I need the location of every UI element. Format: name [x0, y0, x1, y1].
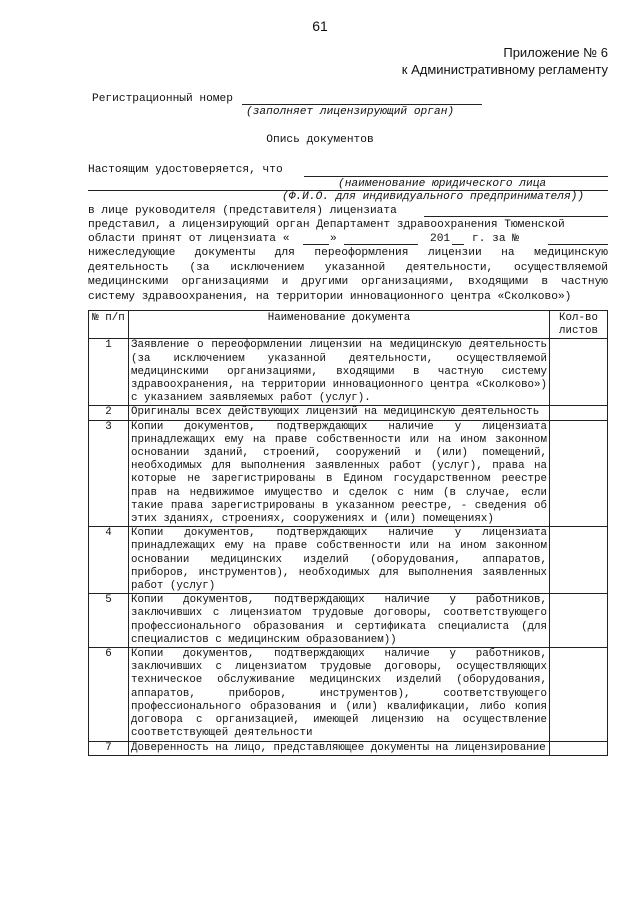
row-number: 7 [89, 741, 129, 755]
quote-close: » [330, 233, 337, 245]
licensee-fio-hint: (Ф.И.О. для индивидуального предпринимателя)) [282, 191, 585, 203]
row-number: 6 [89, 648, 129, 741]
reg-number-label: Регистрационный номер [92, 93, 233, 105]
row-sheet-count[interactable] [550, 594, 608, 648]
table-row [89, 339, 608, 406]
row-sheet-count[interactable] [550, 648, 608, 741]
year-field[interactable] [452, 244, 464, 245]
row-document: Копии документов, подтверждающих наличие у работников, заключивших с лицензиатом трудовые договоры, соответствующего профессионального образования и сертификата специалиста (для специалистов с медицинским образованием)) [129, 594, 550, 648]
region-text: области принят от лицензиата « [88, 233, 290, 245]
acceptance-date-line [88, 232, 289, 246]
row-number: 1 [89, 339, 129, 406]
row-document: Копии документов, подтверждающих наличие у лицензиата принадлежащих ему на праве собственности или на ином законном основании зданий, строений, сооружений и (или) помещений, необходимых для выполнения заявленных работ (услуг), права на которые не зарегистрированы в Едином государственном реестре прав на недвижимое имущество и сделок с ним (в случае, если такие права зарегистрированы в указанном реестре, - сведения об этих зданиях, строениях, сооружениях и (или) помещениях) [129, 420, 550, 527]
registration-number-field[interactable] [548, 244, 608, 245]
documents-table [88, 310, 608, 756]
row-number: 2 [89, 406, 129, 420]
reg-number-hint: (заполняет лицензирующий орган) [246, 106, 455, 118]
appendix-reference: к Административному регламенту [401, 62, 608, 77]
document-title: Опись документов [266, 134, 374, 146]
row-sheet-count[interactable] [550, 406, 608, 420]
row-sheet-count[interactable] [550, 420, 608, 527]
row-document: Оригиналы всех действующих лицензий на медицинскую деятельность [129, 406, 550, 420]
row-document: Копии документов, подтверждающих наличие у лицензиата принадлежащих ему на праве собственности или на ином законном основании медицинских изделий (оборудования, аппаратов, приборов, инструментов), необходимых для выполнения заявленных работ (услуг) [129, 527, 550, 594]
header-sheet-count: Кол-во листов [550, 311, 608, 339]
table-header-row [89, 311, 608, 339]
licensee-name-hint: (наименование юридического лица [338, 178, 547, 190]
row-document: Заявление о переоформлении лицензии на медицинскую деятельность (за исключением указанной деятельности, осуществляемой медицинскими организациями, входящими в частную систему здравоохранения, на территории инновационного центра «Сколково») с указанием заявляемых работ (услуг). [129, 339, 550, 406]
table-row [89, 420, 608, 527]
header-number: № п/п [89, 311, 129, 339]
table-row [89, 594, 608, 648]
representative-text: в лице руководителя (представителя) лицензиата [88, 205, 397, 217]
row-sheet-count[interactable] [550, 527, 608, 594]
representative-field[interactable] [424, 216, 608, 217]
appendix-heading [402, 44, 608, 78]
month-field[interactable] [344, 244, 418, 245]
row-number: 3 [89, 420, 129, 527]
row-document: Доверенность на лицо, представляющее документы на лицензирование [129, 741, 550, 755]
row-sheet-count[interactable] [550, 741, 608, 755]
table-row [89, 741, 608, 755]
table-row [89, 406, 608, 420]
submitted-text: представил, а лицензирующий орган Департамент здравоохранения Тюменской [88, 219, 565, 231]
table-row [89, 527, 608, 594]
certify-text: Настоящим удостоверяется, что [88, 164, 283, 176]
row-document: Копии документов, подтверждающих наличие у работников, заключивших с лицензиатом трудовые договоры, осуществляющих техническое обслуживание медицинских изделий (оборудования, аппаратов, приборов, инструментов), соответствующего профессионального образования и (или) квалификации, либо копия договора с организацией, имеющей лицензию на осуществление соответствующей деятельности [129, 648, 550, 741]
header-document-name: Наименование документа [129, 311, 550, 339]
year-text: 201 [430, 233, 451, 245]
day-field[interactable] [303, 244, 329, 245]
table-row [89, 648, 608, 741]
purpose-paragraph: нижеследующие документы для переоформления лицензии на медицинскую деятельность (за исключением указанной деятельности, осуществляемой медицинскими организациями и другими организациями, входящими в частную систему здравоохранения, на территории инновационного центра «Сколково») [88, 247, 608, 303]
row-number: 5 [89, 594, 129, 648]
row-sheet-count[interactable] [550, 339, 608, 406]
row-number: 4 [89, 527, 129, 594]
number-label: г. за № [472, 233, 519, 245]
appendix-number: Приложение № 6 [503, 45, 608, 60]
page-number: 61 [312, 18, 328, 34]
